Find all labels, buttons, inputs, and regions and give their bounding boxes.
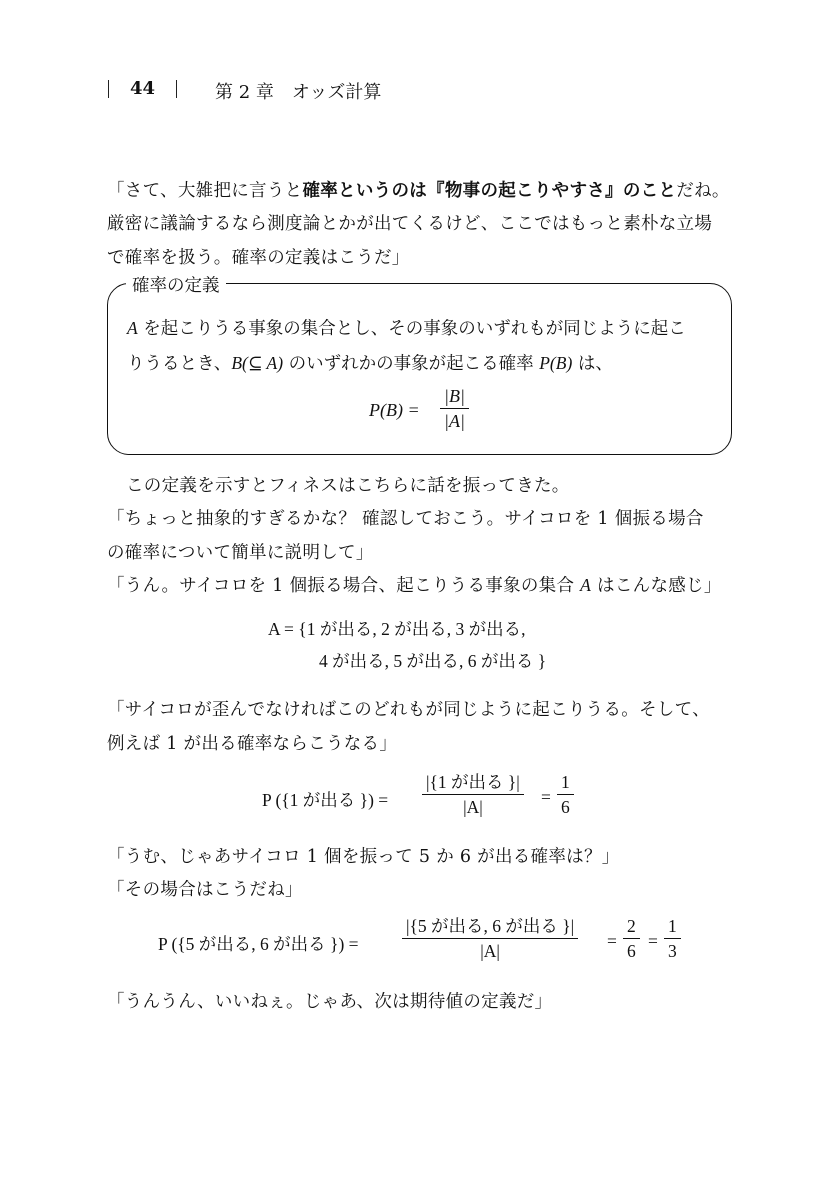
paragraph-3-c: はこんな感じ」 [597, 576, 722, 596]
definition-line-1-text: を起こりうる事象の集合とし、その事象のいずれもが同じように起こ [143, 319, 686, 339]
definition-line-2-b: のいずれかの事象が起こる確率 [288, 354, 534, 374]
eq1-fraction [422, 770, 524, 819]
intro-text-a: 「さて、大雑把に言うと [107, 181, 303, 201]
eq2-result-1 [623, 914, 640, 963]
intro-line-1 [107, 177, 730, 202]
paragraph-2-line-2: の確率について簡単に説明して」 [107, 543, 374, 563]
definition-formula-lhs: P(B) = [369, 400, 420, 420]
definition-line-2-c: は、 [577, 354, 613, 374]
definition-title: 確率の定義 [126, 272, 226, 297]
header-left-bar [108, 80, 109, 98]
eq1-denominator: |A| [463, 797, 483, 817]
eq2-equals-1: = [607, 931, 617, 951]
eq2-denominator: |A| [480, 941, 500, 961]
eq2-fraction [402, 914, 578, 963]
intro-line-3: で確率を扱う。確率の定義はこうだ」 [107, 248, 410, 268]
eq1-lhs: P ({1 が出る }) = [262, 790, 389, 810]
eq2-lhs: P ({5 が出る, 6 が出る }) = [158, 934, 359, 954]
paragraph-6: 「その場合はこうだね」 [107, 880, 303, 900]
b-subset-a: B(⊆ A) [231, 353, 284, 373]
chapter-title: 第 2 章 オッズ計算 [215, 82, 382, 103]
set-a-line-1: A = {1 が出る, 2 が出る, 3 が出る, [268, 619, 526, 639]
eq1-result [557, 770, 574, 819]
paragraph-3-a: 「うん。サイコロを 1 個振る場合、起こりうる事象の集合 [107, 576, 575, 596]
page-number: 44 [130, 78, 156, 99]
paragraph-1: この定義を示すとフィネスはこちらに話を振ってきた。 [126, 476, 570, 496]
eq2-numerator: |{5 が出る, 6 が出る }| [406, 916, 575, 936]
eq1-numerator: |{1 が出る }| [426, 772, 520, 792]
eq2-r2-num: 1 [668, 916, 677, 936]
definition-line-2 [127, 350, 613, 375]
paragraph-7: 「うんうん、いいねぇ。じゃあ、次は期待値の定義だ」 [107, 992, 553, 1012]
eq2-r1-num: 2 [627, 916, 636, 936]
set-a-line-2: 4 が出る, 5 が出る, 6 が出る } [319, 651, 547, 671]
fraction-numerator: |B| [444, 386, 465, 406]
intro-text-bold: 確率というのは『物事の起こりやすさ』のこと [302, 181, 677, 201]
var-a: A [127, 318, 138, 338]
paragraph-4-line-2: 例えば 1 が出る確率ならこうなる」 [107, 734, 398, 754]
eq2-equals-2: = [648, 931, 658, 951]
intro-text-c: だね。 [676, 181, 730, 201]
eq1-equals: = [541, 787, 551, 807]
eq2-result-2 [664, 914, 681, 963]
paragraph-2-line-1: 「ちょっと抽象的すぎるかな？ 確認しておこう。サイコロを 1 個振る場合 [107, 509, 704, 529]
definition-line-1 [127, 315, 686, 340]
paragraph-3 [107, 572, 722, 597]
paragraph-3-var: A [580, 575, 592, 595]
paragraph-4-line-1: 「サイコロが歪んでなければこのどれもが同じように起こりうる。そして、 [107, 700, 710, 720]
eq2-r1-den: 6 [627, 941, 636, 961]
definition-line-2-a: りうるとき、 [127, 354, 232, 374]
header-right-bar [176, 80, 177, 98]
eq1-result-num: 1 [561, 772, 570, 792]
intro-line-2: 厳密に議論するなら測度論とかが出てくるけど、ここではもっと素朴な立場 [107, 214, 713, 234]
eq1-result-den: 6 [561, 797, 570, 817]
definition-formula-fraction [440, 384, 469, 433]
p-of-b: P(B) [539, 353, 573, 373]
paragraph-5: 「うむ、じゃあサイコロ 1 個を振って 5 か 6 が出る確率は？」 [107, 847, 620, 867]
eq2-r2-den: 3 [668, 941, 677, 961]
fraction-denominator: |A| [444, 411, 465, 431]
